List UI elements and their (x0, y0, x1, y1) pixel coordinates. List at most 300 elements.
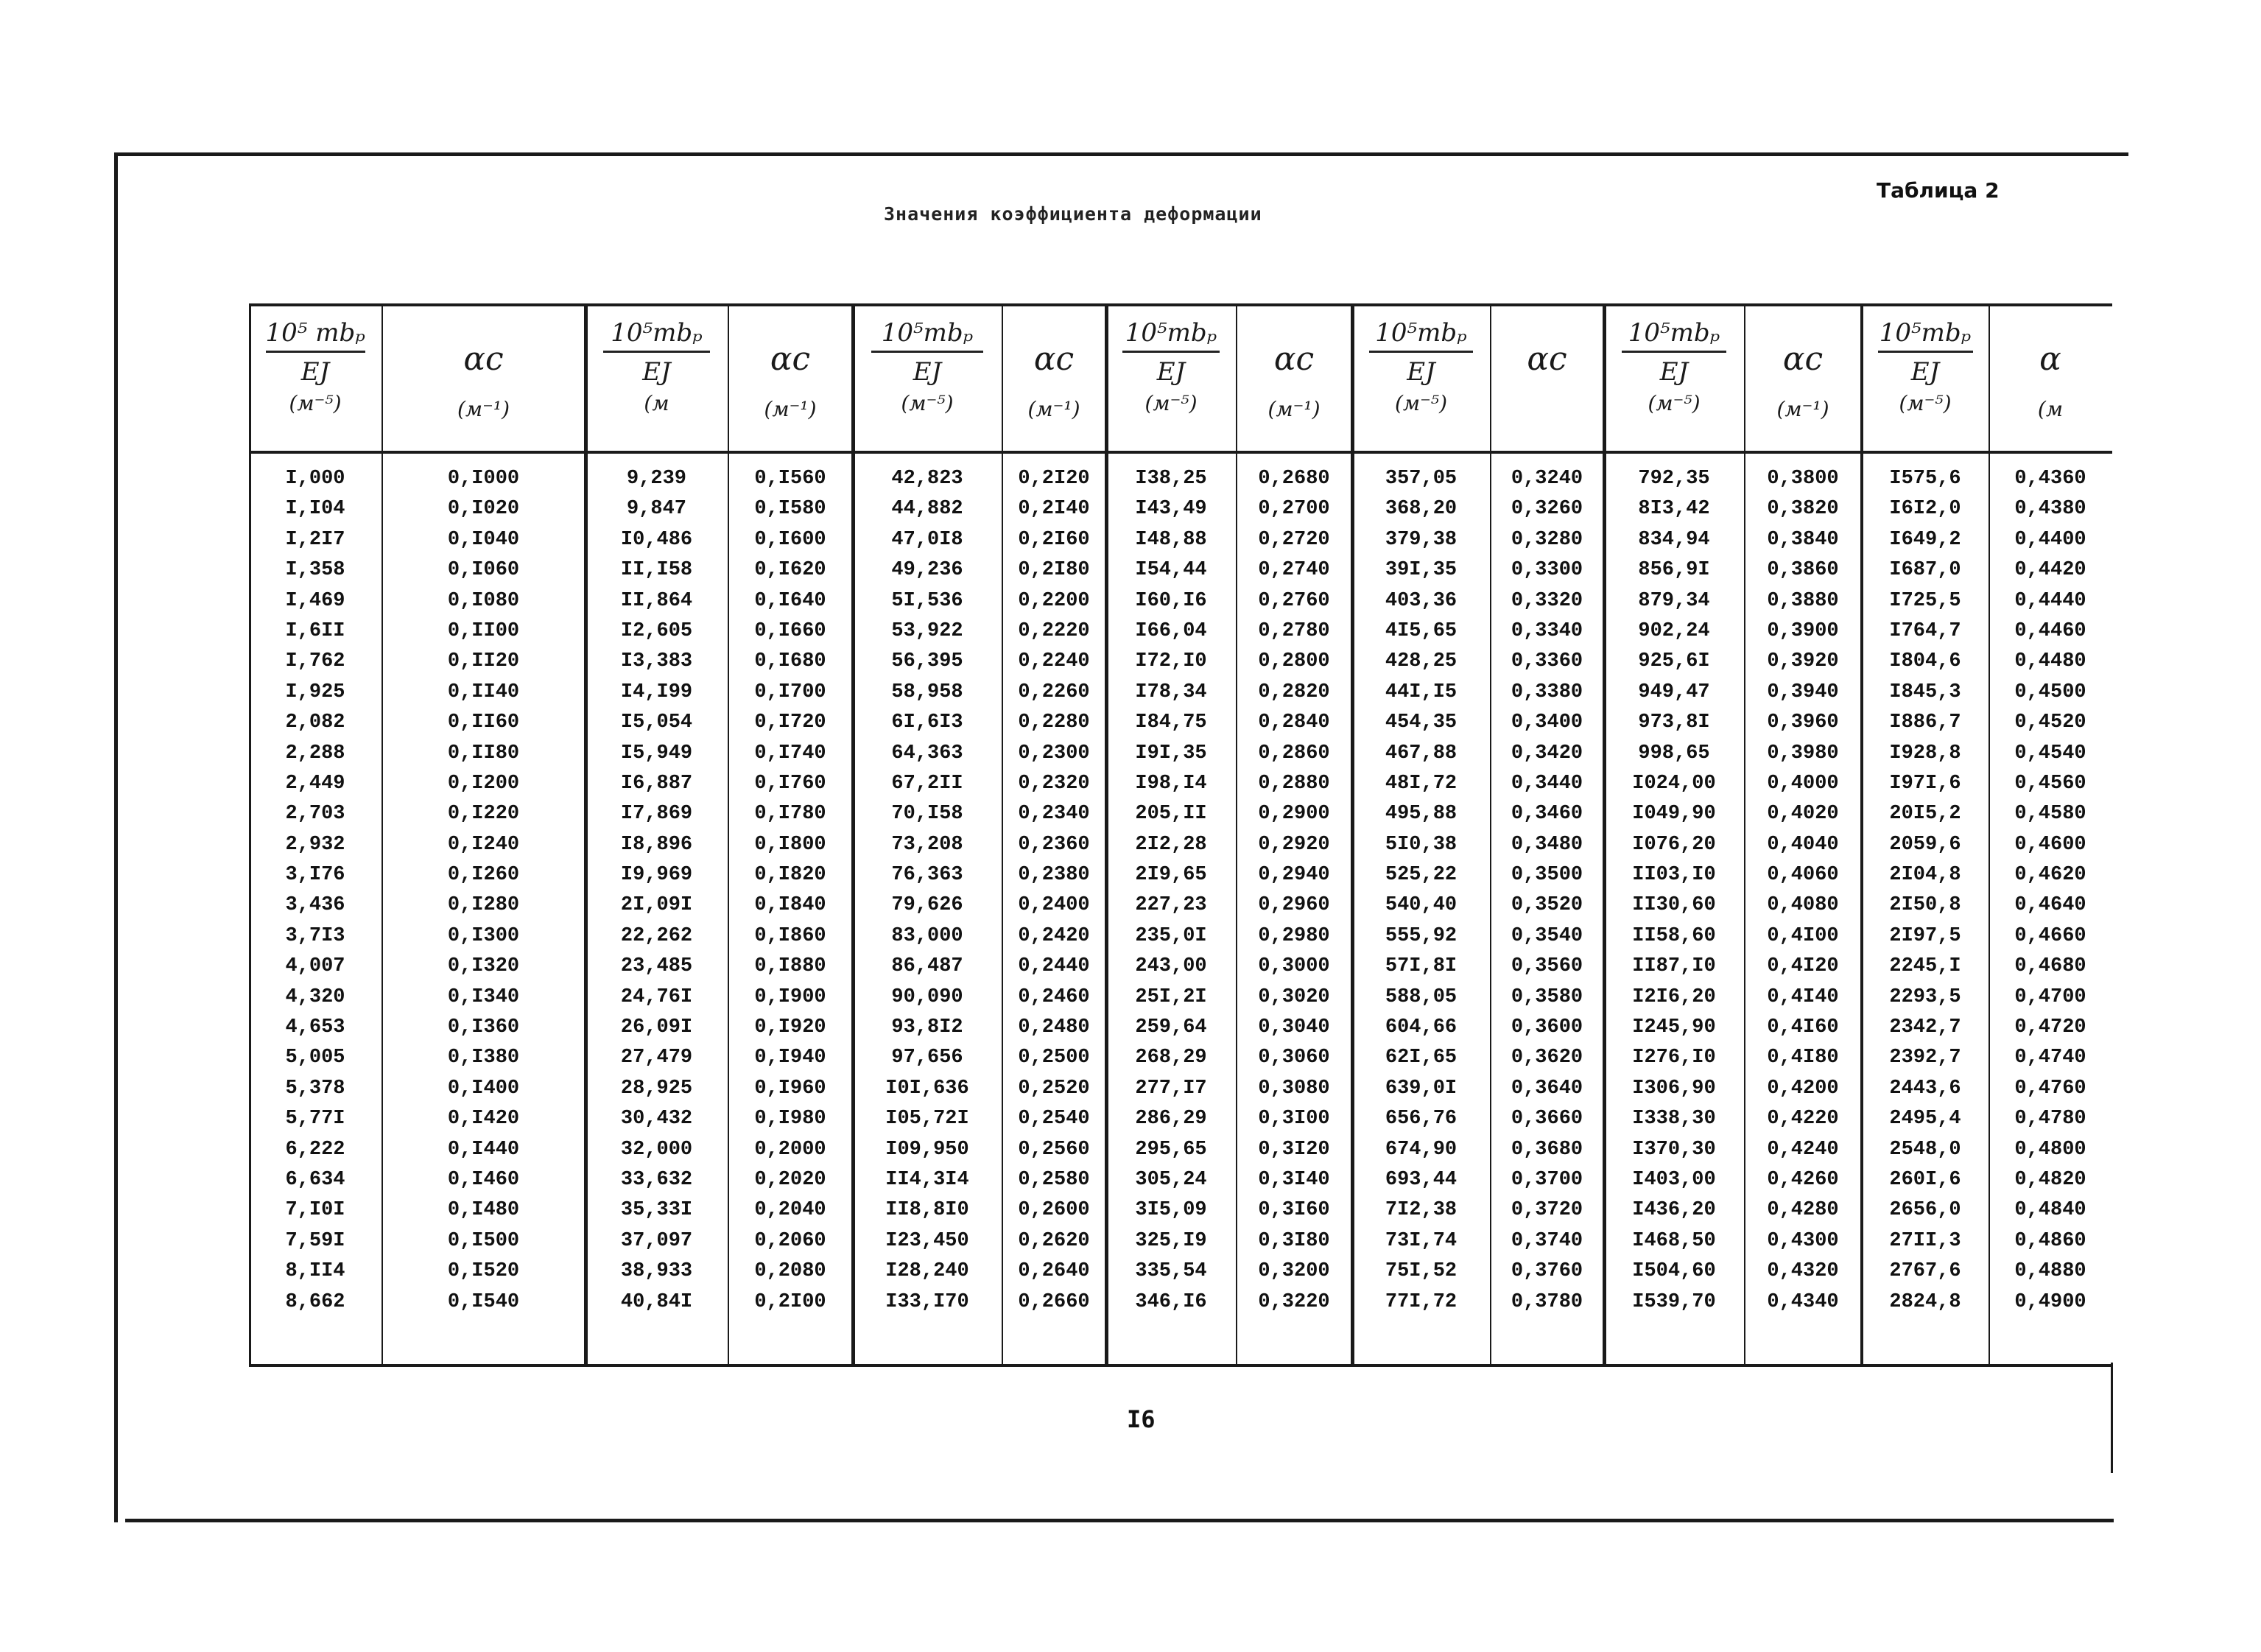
table-column (1106, 303, 1236, 1364)
header-unit: (м⁻¹) (1776, 397, 1829, 421)
table-cell: 902,24 (1638, 619, 1710, 642)
table-cell: 0,3540 (1511, 924, 1583, 947)
table-cell: 3,7I3 (285, 924, 345, 947)
table-cell: 0,3040 (1258, 1016, 1330, 1039)
table-cell: 0,3960 (1767, 711, 1839, 734)
alpha-column-header (1490, 318, 1604, 443)
table-cell: 0,3200 (1258, 1260, 1330, 1283)
table-cell: 0,3840 (1767, 528, 1839, 551)
table-cell: 0,II00 (447, 619, 520, 642)
table-cell: 39I,35 (1385, 559, 1457, 582)
table-cell: 0,4520 (2014, 711, 2086, 734)
table-cell: 0,2840 (1258, 711, 1330, 734)
table-cell: I403,00 (1632, 1168, 1716, 1191)
table-cell: 0,4040 (1767, 833, 1839, 856)
table-cell: 0,3480 (1511, 833, 1583, 856)
table-cell: I3,383 (620, 650, 693, 673)
table-cell: 57I,8I (1385, 955, 1457, 978)
table-cell: 0,2960 (1258, 894, 1330, 917)
table-cell: 0,I640 (754, 589, 826, 612)
table-cell: 83,000 (891, 924, 963, 947)
table-cell: 588,05 (1385, 985, 1457, 1008)
table-cell: I09,950 (885, 1138, 969, 1161)
table-cell: 0,I460 (447, 1168, 520, 1191)
table-cell: 0,4240 (1767, 1138, 1839, 1161)
table-cell: I276,I0 (1632, 1047, 1716, 1069)
table-cell: 604,66 (1385, 1016, 1457, 1039)
column-values (249, 464, 381, 1318)
table-column (1604, 303, 1744, 1364)
table-cell: 0,I060 (447, 559, 520, 582)
table-cell: 4,007 (285, 955, 345, 978)
header-numerator: 10⁵mbₚ (1369, 318, 1472, 353)
table-cell: 403,36 (1385, 589, 1457, 612)
header-symbol: αс (463, 340, 504, 378)
table-cell: I804,6 (1889, 650, 1961, 673)
table-cell: 58,958 (891, 681, 963, 703)
table-cell: 0,I260 (447, 864, 520, 887)
table-cell: 2548,0 (1889, 1138, 1961, 1161)
table-cell: 925,6I (1638, 650, 1710, 673)
table-cell: 0,2780 (1258, 619, 1330, 642)
table-cell: 0,3660 (1511, 1108, 1583, 1131)
table-cell: 0,2420 (1018, 924, 1090, 947)
table-cell: 0,I320 (447, 955, 520, 978)
table-cell: 42,823 (891, 468, 963, 490)
frame-left-border (114, 152, 118, 1522)
table-cell: 2I50,8 (1889, 894, 1961, 917)
table-cell: 0,3460 (1511, 803, 1583, 826)
table-column (1744, 303, 1862, 1364)
table-cell: 0,2020 (754, 1168, 826, 1191)
table-cell: I504,60 (1632, 1260, 1716, 1283)
table-cell: 0,3260 (1511, 498, 1583, 521)
table-cell: I84,75 (1135, 711, 1207, 734)
header-numerator: 10⁵mbₚ (1122, 318, 1220, 353)
table-cell: 2392,7 (1889, 1047, 1961, 1069)
table-cell: 0,3820 (1767, 498, 1839, 521)
table-cell: I,6II (285, 619, 345, 642)
header-unit: (м⁻⁵) (1394, 391, 1448, 415)
table-cell: 0,4400 (2014, 528, 2086, 551)
table-cell: 454,35 (1385, 711, 1457, 734)
table-cell: 0,4340 (1767, 1290, 1839, 1313)
table-cell: 0,2280 (1018, 711, 1090, 734)
table-cell: 2,703 (285, 803, 345, 826)
table-cell: 0,I480 (447, 1199, 520, 1222)
table-cell: 0,2640 (1018, 1260, 1090, 1283)
header-unit: (м⁻⁵) (1899, 391, 1952, 415)
table-cell: 4,653 (285, 1016, 345, 1039)
header-numerator: 10⁵mbₚ (603, 318, 710, 353)
header-symbol: αс (1527, 340, 1567, 378)
table-cell: 674,90 (1385, 1138, 1457, 1161)
header-unit: (м⁻⁵) (289, 391, 342, 415)
table-cell: I,762 (285, 650, 345, 673)
frame-right-border (2111, 1363, 2113, 1473)
table-cell: 62I,65 (1385, 1047, 1457, 1069)
table-cell: 8,662 (285, 1290, 345, 1313)
coefficient-table (249, 303, 2112, 1379)
table-cell: 0,4820 (2014, 1168, 2086, 1191)
table-label: Таблица 2 (1877, 178, 2000, 203)
table-cell: 0,4260 (1767, 1168, 1839, 1191)
table-cell: I,469 (285, 589, 345, 612)
table-cell: I4,I99 (620, 681, 693, 703)
header-denominator: EJ (1659, 357, 1689, 387)
table-cell: 3I5,09 (1135, 1199, 1207, 1222)
table-cell: 0,2I80 (1018, 559, 1090, 582)
table-cell: 0,4I80 (1767, 1047, 1839, 1069)
table-cell: 428,25 (1385, 650, 1457, 673)
table-cell: II87,I0 (1632, 955, 1716, 978)
table-cell: 0,4I60 (1767, 1016, 1839, 1039)
table-cell: I9,969 (620, 864, 693, 887)
table-cell: 0,4380 (2014, 498, 2086, 521)
table-cell: 0,3080 (1258, 1077, 1330, 1100)
fraction-column-header (1352, 318, 1490, 443)
table-cell: 0,4300 (1767, 1229, 1839, 1252)
table-cell: 0,I360 (447, 1016, 520, 1039)
table-cell: 5I0,38 (1385, 833, 1457, 856)
table-cell: 792,35 (1638, 468, 1710, 490)
column-values (853, 464, 1002, 1318)
table-cell: 0,2300 (1018, 742, 1090, 765)
table-cell: 0,4600 (2014, 833, 2086, 856)
table-cell: 0,3720 (1511, 1199, 1583, 1222)
column-values (728, 464, 853, 1318)
table-cell: 0,2820 (1258, 681, 1330, 703)
table-cell: 879,34 (1638, 589, 1710, 612)
table-cell: I0,486 (620, 528, 693, 551)
table-cell: 0,4500 (2014, 681, 2086, 703)
table-cell: 0,I760 (754, 772, 826, 795)
table-cell: I245,90 (1632, 1016, 1716, 1039)
column-values (1106, 464, 1236, 1318)
table-cell: I024,00 (1632, 772, 1716, 795)
table-cell: 0,I900 (754, 985, 826, 1008)
table-cell: 0,2260 (1018, 681, 1090, 703)
table-cell: I764,7 (1889, 619, 1961, 642)
table-cell: 0,2360 (1018, 833, 1090, 856)
table-cell: 0,4660 (2014, 924, 2086, 947)
table-cell: 0,I620 (754, 559, 826, 582)
column-values (1490, 464, 1604, 1318)
table-cell: 0,3680 (1511, 1138, 1583, 1161)
table-cell: 495,88 (1385, 803, 1457, 826)
table-cell: I78,34 (1135, 681, 1207, 703)
table-cell: 44,882 (891, 498, 963, 521)
table-cell: 0,I600 (754, 528, 826, 551)
table-cell: I,I04 (285, 498, 345, 521)
table-cell: 7,59I (285, 1229, 345, 1252)
fraction-column-header (853, 318, 1002, 443)
table-cell: 227,23 (1135, 894, 1207, 917)
table-cell: I48,88 (1135, 528, 1207, 551)
table-cell: 97,656 (891, 1047, 963, 1069)
table-cell: 0,4580 (2014, 803, 2086, 826)
table-cell: 235,0I (1135, 924, 1207, 947)
table-cell: 0,4I00 (1767, 924, 1839, 947)
table-cell: 656,76 (1385, 1108, 1457, 1131)
table-cell: 0,4720 (2014, 1016, 2086, 1039)
table-cell: 0,I720 (754, 711, 826, 734)
table-cell: 0,3800 (1767, 468, 1839, 490)
table-cell: 0,I580 (754, 498, 826, 521)
table-column (1989, 303, 2112, 1364)
table-cell: 0,4840 (2014, 1199, 2086, 1222)
header-unit: (м⁻¹) (764, 397, 817, 421)
table-cell: 90,090 (891, 985, 963, 1008)
table-cell: 0,I040 (447, 528, 520, 551)
table-cell: 2443,6 (1889, 1077, 1961, 1100)
table-cell: II,I58 (620, 559, 693, 582)
table-cell: 0,I940 (754, 1047, 826, 1069)
table-cell: 0,3020 (1258, 985, 1330, 1008)
fraction-column-header (249, 318, 381, 443)
table-cell: 49,236 (891, 559, 963, 582)
table-cell: I23,450 (885, 1229, 969, 1252)
table-cell: 0,3520 (1511, 894, 1583, 917)
table-cell: 0,4540 (2014, 742, 2086, 765)
table-cell: 0,2440 (1018, 955, 1090, 978)
header-unit: (м⁻⁵) (1648, 391, 1701, 415)
document-title: Значения коэффициента деформации (884, 203, 1262, 225)
table-cell: 0,2340 (1018, 803, 1090, 826)
table-cell: I33,I70 (885, 1290, 969, 1313)
table-cell: 555,92 (1385, 924, 1457, 947)
table-cell: 0,3060 (1258, 1047, 1330, 1069)
table-cell: 0,3000 (1258, 955, 1330, 978)
table-cell: 0,4420 (2014, 559, 2086, 582)
table-cell: I468,50 (1632, 1229, 1716, 1252)
table-cell: 2342,7 (1889, 1016, 1961, 1039)
fraction-column-header (586, 318, 728, 443)
table-cell: I649,2 (1889, 528, 1961, 551)
table-cell: 0,2580 (1018, 1168, 1090, 1191)
header-denominator: EJ (1910, 357, 1940, 387)
table-cell: 0,3340 (1511, 619, 1583, 642)
column-values (381, 464, 586, 1318)
table-cell: 0,II20 (447, 650, 520, 673)
table-cell: 0,2900 (1258, 803, 1330, 826)
table-cell: 0,I340 (447, 985, 520, 1008)
table-cell: 0,2I40 (1018, 498, 1090, 521)
table-cell: 0,I440 (447, 1138, 520, 1161)
table-cell: 0,I660 (754, 619, 826, 642)
column-values (1604, 464, 1744, 1318)
table-cell: I687,0 (1889, 559, 1961, 582)
table-cell: 0,2I00 (754, 1290, 826, 1313)
table-cell: 2245,I (1889, 955, 1961, 978)
header-numerator: 10⁵mbₚ (871, 318, 983, 353)
table-cell: 0,3220 (1258, 1290, 1330, 1313)
table-cell: I72,I0 (1135, 650, 1207, 673)
frame-top-border (114, 152, 2128, 156)
table-cell: II58,60 (1632, 924, 1716, 947)
table-cell: 0,4460 (2014, 619, 2086, 642)
table-cell: 0,2540 (1018, 1108, 1090, 1131)
table-cell: 0,3I00 (1258, 1108, 1330, 1131)
table-column (586, 303, 728, 1364)
table-cell: 0,2000 (754, 1138, 826, 1161)
table-cell: 38,933 (620, 1260, 693, 1283)
table-cell: 0,2720 (1258, 528, 1330, 551)
table-column (1862, 303, 1989, 1364)
table-cell: 0,4I40 (1767, 985, 1839, 1008)
table-cell: 0,2480 (1018, 1016, 1090, 1039)
column-values (1352, 464, 1490, 1318)
table-cell: I,2I7 (285, 528, 345, 551)
table-cell: 357,05 (1385, 468, 1457, 490)
table-cell: 834,94 (1638, 528, 1710, 551)
table-cell: 243,00 (1135, 955, 1207, 978)
table-cell: 295,65 (1135, 1138, 1207, 1161)
table-cell: 86,487 (891, 955, 963, 978)
table-cell: 75I,52 (1385, 1260, 1457, 1283)
table-cell: I98,I4 (1135, 772, 1207, 795)
table-cell: 0,2920 (1258, 833, 1330, 856)
column-values (586, 464, 728, 1318)
table-cell: 0,I860 (754, 924, 826, 947)
table-cell: 4I5,65 (1385, 619, 1457, 642)
table-cell: 0,4640 (2014, 894, 2086, 917)
table-cell: I886,7 (1889, 711, 1961, 734)
table-cell: 0,4780 (2014, 1108, 2086, 1131)
table-cell: 0,I700 (754, 681, 826, 703)
table-cell: 0,3640 (1511, 1077, 1583, 1100)
table-cell: 0,4280 (1767, 1199, 1839, 1222)
table-cell: 335,54 (1135, 1260, 1207, 1283)
table-cell: 949,47 (1638, 681, 1710, 703)
table-cell: I0I,636 (885, 1077, 969, 1100)
table-cell: 0,4200 (1767, 1077, 1839, 1100)
table-cell: 3,I76 (285, 864, 345, 887)
table-cell: II30,60 (1632, 894, 1716, 917)
table-cell: II8,8I0 (885, 1199, 969, 1222)
column-values (1744, 464, 1862, 1318)
table-cell: 0,I960 (754, 1077, 826, 1100)
table-cell: 0,2240 (1018, 650, 1090, 673)
table-cell: 2,932 (285, 833, 345, 856)
table-cell: 0,2460 (1018, 985, 1090, 1008)
table-cell: 0,2620 (1018, 1229, 1090, 1252)
table-column (1490, 303, 1604, 1364)
fraction-column-header (1604, 318, 1744, 443)
table-cell: 2,288 (285, 742, 345, 765)
table-cell: 3,436 (285, 894, 345, 917)
table-cell: 0,4000 (1767, 772, 1839, 795)
table-column (381, 303, 586, 1364)
table-cell: I2,605 (620, 619, 693, 642)
table-cell: 0,3860 (1767, 559, 1839, 582)
table-column (1352, 303, 1490, 1364)
table-cell: 2824,8 (1889, 1290, 1961, 1313)
table-cell: 0,2060 (754, 1229, 826, 1252)
header-denominator: EJ (1156, 357, 1186, 387)
table-cell: I97I,6 (1889, 772, 1961, 795)
table-cell: I54,44 (1135, 559, 1207, 582)
table-cell: 856,9I (1638, 559, 1710, 582)
table-cell: 35,33I (620, 1199, 693, 1222)
table-cell: I8,896 (620, 833, 693, 856)
table-column (853, 303, 1002, 1364)
alpha-column-header (1744, 318, 1862, 443)
table-cell: 25I,2I (1135, 985, 1207, 1008)
table-cell: 6I,6I3 (891, 711, 963, 734)
table-cell: 0,4760 (2014, 1077, 2086, 1100)
table-cell: 2,082 (285, 711, 345, 734)
table-cell: 48I,72 (1385, 772, 1457, 795)
header-numerator: 10⁵ mbₚ (266, 318, 365, 353)
table-cell: 0,I380 (447, 1047, 520, 1069)
header-numerator: 10⁵mbₚ (1878, 318, 1973, 353)
table-cell: 540,40 (1385, 894, 1457, 917)
table-cell: 8,II4 (285, 1260, 345, 1283)
table-cell: 0,4800 (2014, 1138, 2086, 1161)
table-cell: I338,30 (1632, 1108, 1716, 1131)
table-cell: 0,2800 (1258, 650, 1330, 673)
table-cell: I66,04 (1135, 619, 1207, 642)
table-cell: I928,8 (1889, 742, 1961, 765)
table-cell: 0,3760 (1511, 1260, 1583, 1283)
table-cell: 0,2740 (1258, 559, 1330, 582)
alpha-column-header (1002, 318, 1106, 443)
table-cell: 64,363 (891, 742, 963, 765)
table-cell: II,864 (620, 589, 693, 612)
table-cell: 20I5,2 (1889, 803, 1961, 826)
table-cell: I076,20 (1632, 833, 1716, 856)
table-cell: 0,2200 (1018, 589, 1090, 612)
table-cell: 0,3500 (1511, 864, 1583, 887)
table-cell: 0,4740 (2014, 1047, 2086, 1069)
table-cell: I306,90 (1632, 1077, 1716, 1100)
table-cell: 93,8I2 (891, 1016, 963, 1039)
table-cell: 73,208 (891, 833, 963, 856)
header-unit: (м⁻⁵) (901, 391, 954, 415)
table-cell: 23,485 (620, 955, 693, 978)
column-values (1989, 464, 2112, 1318)
table-cell: 0,3280 (1511, 528, 1583, 551)
table-column (1236, 303, 1352, 1364)
table-cell: 0,3780 (1511, 1290, 1583, 1313)
table-cell: 0,2400 (1018, 894, 1090, 917)
table-cell: I5,949 (620, 742, 693, 765)
table-cell: I,925 (285, 681, 345, 703)
table-cell: 0,3740 (1511, 1229, 1583, 1252)
table-cell: I60,I6 (1135, 589, 1207, 612)
table-cell: I049,90 (1632, 803, 1716, 826)
table-cell: 379,38 (1385, 528, 1457, 551)
table-cell: 0,3300 (1511, 559, 1583, 582)
table-cell: 0,4680 (2014, 955, 2086, 978)
table-cell: 0,3580 (1511, 985, 1583, 1008)
table-cell: 0,3320 (1511, 589, 1583, 612)
table-cell: 639,0I (1385, 1077, 1457, 1100)
table-cell: 0,3I40 (1258, 1168, 1330, 1191)
table-cell: 0,I500 (447, 1229, 520, 1252)
table-cell: 0,2760 (1258, 589, 1330, 612)
table-cell: 8I3,42 (1638, 498, 1710, 521)
table-cell: 0,4620 (2014, 864, 2086, 887)
table-cell: 368,20 (1385, 498, 1457, 521)
table-cell: 0,2I60 (1018, 528, 1090, 551)
table-cell: II4,3I4 (885, 1168, 969, 1191)
table-cell: 2I9,65 (1135, 864, 1207, 887)
table-cell: 28,925 (620, 1077, 693, 1100)
table-cell: 27,479 (620, 1047, 693, 1069)
table-bottom-rule (249, 1364, 2112, 1367)
